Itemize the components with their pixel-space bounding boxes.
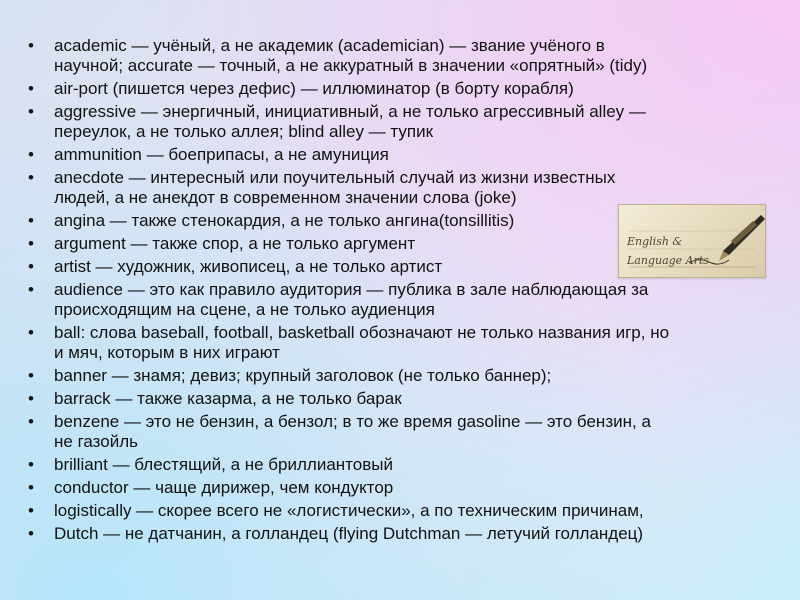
bullet-marker: •: [28, 257, 34, 276]
bullet-marker: •: [28, 211, 34, 230]
bullet-marker: •: [28, 280, 34, 299]
list-item-text: barrack — также казарма, а не только барак: [54, 389, 402, 408]
bullet-marker: •: [28, 478, 34, 497]
list-item-text: audience — это как правило аудитория — публика в зале наблюдающая за происходящим на сцене, а не только аудиенция: [54, 280, 649, 319]
bullet-marker: •: [28, 389, 34, 408]
list-item-text: angina — также стенокардия, а не только ангина(tonsillitis): [54, 211, 515, 230]
bullet-marker: •: [28, 524, 34, 543]
bullet-marker: •: [28, 145, 34, 164]
list-item-text: aggressive — энергичный, инициативный, а не только агрессивный alley — переулок, а не только аллея; blind alley — тупик: [54, 102, 646, 141]
list-item-text: benzene — это не бензин, а бензол; в то же время gasoline — это бензин, а не газойль: [54, 412, 651, 451]
list-item-text: Dutch — не датчанин, а голландец (flying Dutchman — летучий голландец): [54, 524, 644, 543]
english-language-arts-badge: [618, 204, 766, 278]
bullet-marker: •: [28, 79, 34, 98]
list-item: [26, 145, 786, 165]
bullet-marker: •: [28, 323, 34, 342]
badge-title-line1: English &: [627, 235, 683, 248]
list-item: [26, 168, 786, 208]
list-item-text: argument — также спор, а не только аргумент: [54, 234, 416, 253]
list-item: [26, 323, 786, 363]
list-item-text: logistically — скорее всего не «логистически», а по техническим причинам,: [54, 501, 644, 520]
bullet-marker: •: [28, 102, 34, 121]
list-item: [26, 280, 786, 320]
list-item: [26, 412, 786, 452]
list-item: [26, 389, 786, 409]
bullet-marker: •: [28, 234, 34, 253]
list-item-text: conductor — чаще дирижер, чем кондуктор: [54, 478, 394, 497]
list-item: [26, 36, 786, 76]
bullet-marker: •: [28, 412, 34, 431]
badge-title-line2: Language Arts: [627, 254, 709, 267]
list-item: [26, 102, 786, 142]
list-item-text: ball: слова baseball, football, basketball обозначают не только названия игр, но и мяч, которым в них играют: [54, 323, 670, 362]
list-item: [26, 79, 786, 99]
list-item: [26, 501, 786, 521]
bullet-marker: •: [28, 168, 34, 187]
bullet-marker: •: [28, 455, 34, 474]
list-item-text: ammunition — боеприпасы, а не амуниция: [54, 145, 389, 164]
bullet-marker: •: [28, 501, 34, 520]
term-list: [26, 36, 786, 547]
list-item: [26, 366, 786, 386]
list-item: [26, 478, 786, 498]
bullet-marker: •: [28, 36, 34, 55]
list-item: [26, 524, 786, 544]
list-item: [26, 455, 786, 475]
list-item-text: banner — знамя; девиз; крупный заголовок (не только баннер);: [54, 366, 552, 385]
list-item-text: artist — художник, живописец, а не только артист: [54, 257, 443, 276]
list-item-text: anecdote — интересный или поучительный случай из жизни известных людей, а не анекдот в современном значении слова (joke): [54, 168, 616, 207]
list-item-text: air-port (пишется через дефис) — иллюминатор (в борту корабля): [54, 79, 574, 98]
list-item-text: academic — учёный, а не академик (academician) — звание учёного в научной; accurate — точный, а не аккуратный в значении «опрятный» (tidy): [54, 36, 648, 75]
list-item-text: brilliant — блестящий, а не бриллиантовый: [54, 455, 393, 474]
bullet-marker: •: [28, 366, 34, 385]
